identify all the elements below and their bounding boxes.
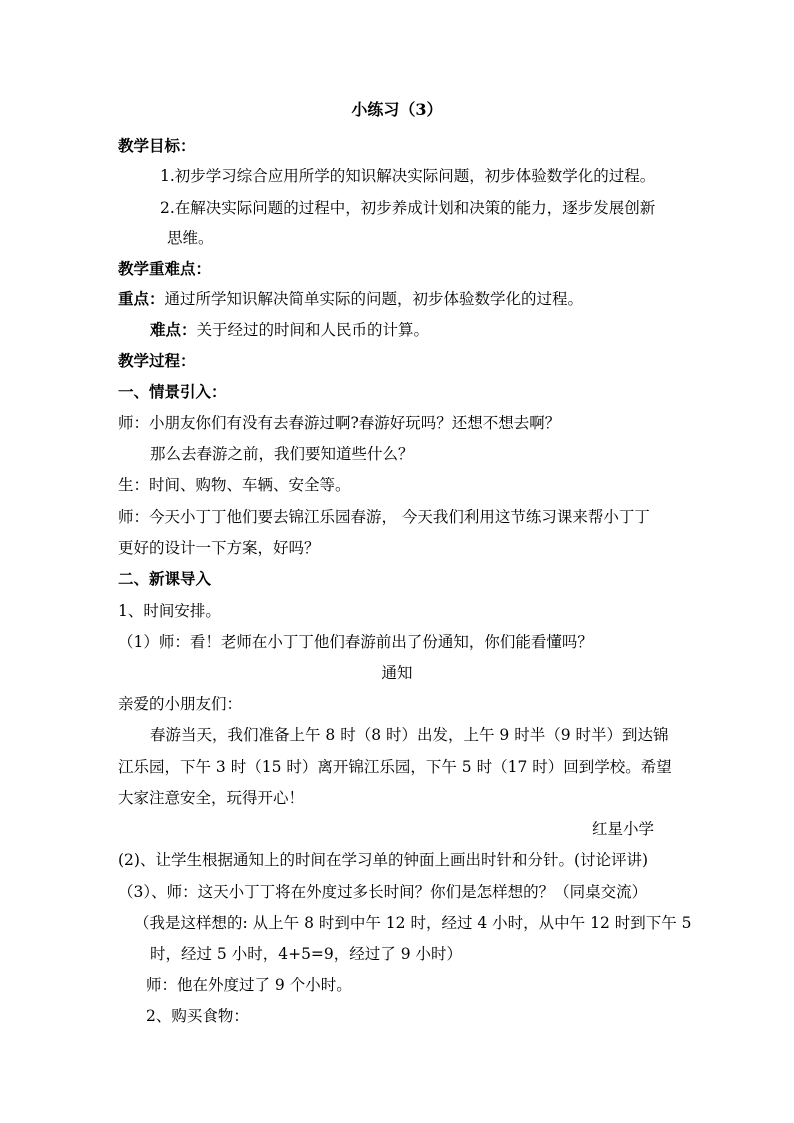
difficult-point: [150, 320, 429, 340]
goal-1: 1.初步学习综合应用所学的知识解决实际问题，初步体验数学化的过程。: [160, 167, 656, 185]
section2-heading: 二、新课导入: [118, 569, 212, 588]
item-2: 2、购买食物：: [146, 1007, 249, 1025]
key-point-text: 通过所学知识解决简单实际的问题，初步体验数学化的过程。: [164, 290, 584, 308]
notice-title: 通知: [381, 664, 413, 682]
think-line-1: （我是这样想的: 从上午 8 时到中午 12 时，经过 4 小时，从中午 12 时到下午 5: [134, 914, 692, 932]
section1-line-1: 师：小朋友你们有没有去春游过啊?春游好玩吗？还想不想去啊？: [118, 414, 561, 432]
section1-line-5: 更好的设计一下方案，好吗？: [118, 539, 320, 557]
think-line-2: 时，经过 5 小时，4+5=9，经过了 9 小时）: [150, 945, 462, 963]
goals-heading: 教学目标：: [118, 136, 196, 155]
key-point-label: 重点：: [118, 289, 165, 308]
teacher-conclusion: 师：他在外度过了 9 个小时。: [146, 976, 352, 994]
section1-line-2: 那么去春游之前，我们要知道些什么？: [150, 445, 414, 463]
difficult-label: 难点：: [150, 320, 197, 339]
item-1-1: （1）师：看！老师在小丁丁他们春游前出了份通知，你们能看懂吗？: [118, 633, 593, 651]
notice-body-3: 大家注意安全，玩得开心！: [118, 789, 305, 807]
section1-line-3: 生：时间、购物、车辆、安全等。: [118, 476, 351, 494]
page-title: 小练习（3）: [351, 100, 443, 119]
item-1-2: (2)、让学生根据通知上的时间在学习单的钟面上画出时针和分针。(讨论评讲): [118, 851, 649, 869]
notice-signature: 红星小学: [592, 820, 655, 838]
goal-2: 2.在解决实际问题的过程中，初步养成计划和决策的能力，逐步发展创新: [160, 199, 656, 217]
section1-heading: 一、情景引入：: [118, 382, 227, 401]
key-point: [118, 289, 583, 309]
item-1: 1、时间安排。: [118, 602, 221, 620]
notice-body-2: 江乐园，下午 3 时（15 时）离开锦江乐园，下午 5 时（17 时）回到学校。希望: [118, 758, 672, 776]
process-heading: 教学过程：: [118, 351, 196, 370]
notice-body-1: 春游当天，我们准备上午 8 时（8 时）出发，上午 9 时半（9 时半）到达锦: [150, 726, 669, 744]
goal-2-continued: 思维。: [167, 229, 214, 247]
difficult-text: 关于经过的时间和人民币的计算。: [196, 321, 430, 339]
section1-line-4: 师：今天小丁丁他们要去锦江乐园春游， 今天我们利用这节练习课来帮小丁丁: [118, 508, 650, 526]
key-heading: 教学重难点：: [118, 259, 212, 278]
item-1-3: （3）、师：这天小丁丁将在外度过多长时间？你们是怎样想的？（同桌交流）: [118, 883, 648, 901]
notice-greeting: 亲爱的小朋友们：: [118, 695, 243, 713]
